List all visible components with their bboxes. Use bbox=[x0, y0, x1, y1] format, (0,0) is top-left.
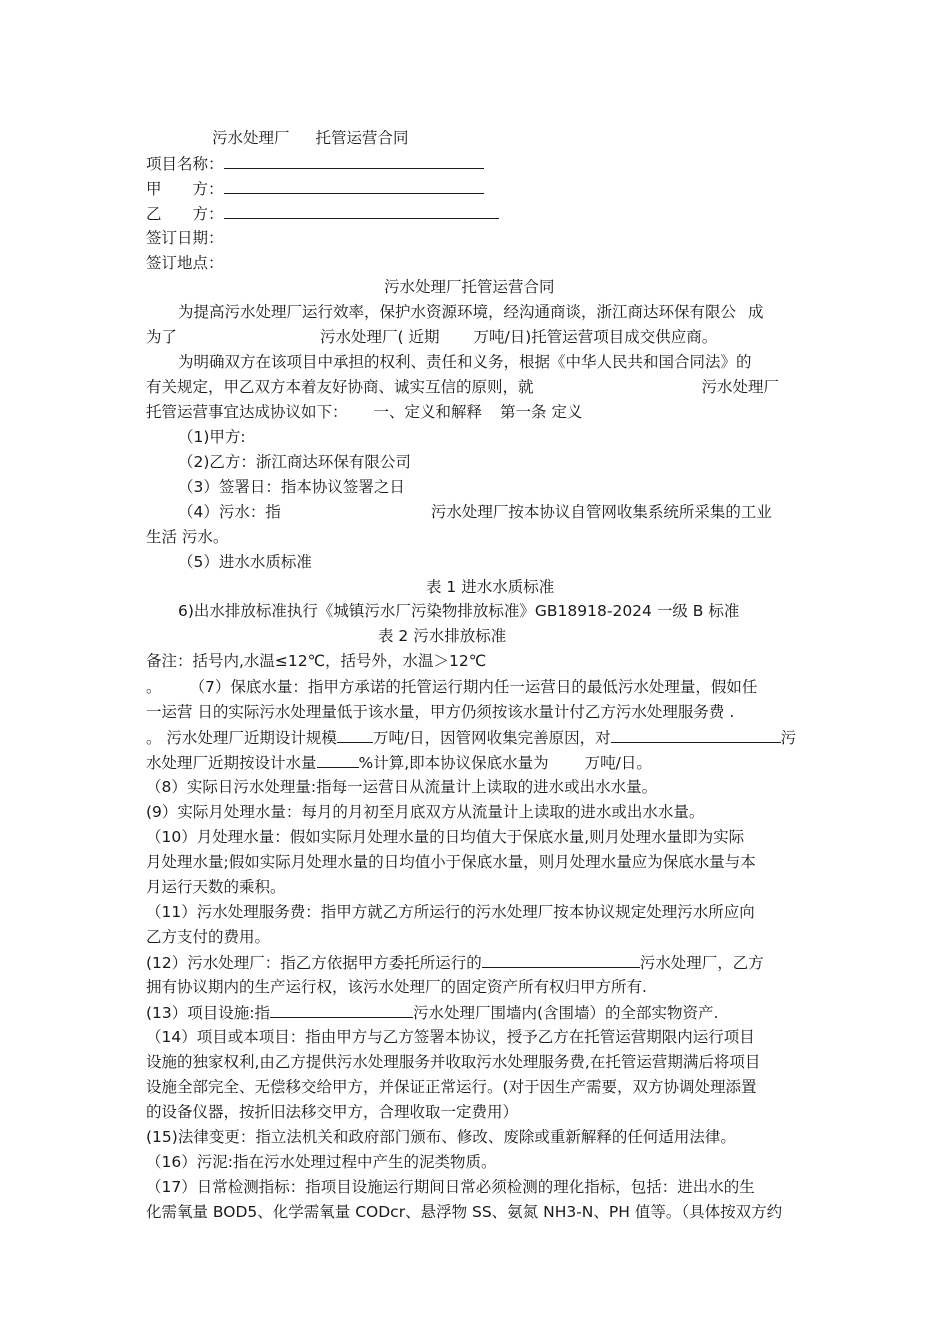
def-8: （8）实际日污水处理量:指每一运营日从流量计上读取的进水或出水水量。 bbox=[146, 778, 658, 796]
def-16: （16）污泥:指在污水处理过程中产生的泥类物质。 bbox=[146, 1153, 497, 1171]
def-7-l4-a: 水处理厂近期按设计水量 bbox=[146, 754, 317, 772]
cover-title-part-b: 托管运营合同 bbox=[315, 129, 409, 147]
table-1-caption: 表 1 进水水质标准 bbox=[426, 578, 555, 596]
party-b-blank bbox=[224, 202, 499, 219]
cover-title-part-a: 污水处理厂 bbox=[212, 129, 290, 147]
def-4-a: （4）污水：指 bbox=[178, 503, 281, 521]
def-10-line2: 月处理水量;假如实际月处理水量的日均值小于保底水量，则月处理水量应为保底水量与本 bbox=[146, 853, 756, 871]
para1-l2-c: 万吨/日)托管运营项目成交供应商。 bbox=[473, 328, 718, 346]
def-7-line4 bbox=[146, 751, 652, 774]
def-13-blank bbox=[270, 1001, 413, 1018]
para2-line1: 为明确双方在该项目中承担的权利、责任和义务，根据《中华人民共和国合同法》的 bbox=[178, 353, 752, 371]
para2-l2-b: 污水处理厂 bbox=[701, 378, 780, 396]
def-14-line1: （14）项目或本项目：指由甲方与乙方签署本协议，授予乙方在托管运营期限内运行项目 bbox=[146, 1028, 755, 1046]
party-a-label: 甲 方： bbox=[146, 180, 224, 198]
def-12-line1 bbox=[146, 951, 764, 974]
def-17-line2: 化需氧量 BOD5、化学需氧量 CODcr、悬浮物 SS、氨氮 NH3-N、PH 值等。（具体按双方约 bbox=[146, 1203, 783, 1221]
def-17-line1: （17）日常检测指标：指项目设施运行期间日常必须检测的理化指标，包括：进出水的生 bbox=[146, 1178, 755, 1196]
para2-line2 bbox=[146, 376, 779, 398]
design-scale-blank bbox=[337, 726, 373, 743]
def-7-l3-c: 污 bbox=[780, 729, 797, 747]
def-11-line1: （11）污水处理服务费：指甲方就乙方所运行的污水处理厂按本协议规定处理污水所应向 bbox=[146, 903, 755, 921]
party-a-blank bbox=[224, 177, 484, 194]
def-12-a: (12）污水处理厂：指乙方依据甲方委托所运行的 bbox=[146, 954, 482, 972]
def-10-line1: （10）月处理水量：假如实际月处理水量的日均值大于保底水量,则月处理水量即为实际 bbox=[146, 828, 745, 846]
section-1-title: 一、定义和解释 bbox=[373, 403, 483, 421]
def-7-line1 bbox=[146, 676, 757, 698]
def-14-line4: 的设备仪器，按折旧法移交甲方，合理收取一定费用） bbox=[146, 1103, 519, 1121]
project-name-blank bbox=[224, 152, 484, 169]
party-a-field bbox=[146, 177, 484, 200]
def-4-line1 bbox=[178, 501, 772, 523]
def-6: 6)出水排放标准执行《城镇污水厂污染物排放标准》GB18918-2024 一级 B 标准 bbox=[178, 602, 740, 620]
contract-heading: 污水处理厂托管运营合同 bbox=[384, 278, 555, 296]
def-13 bbox=[146, 1001, 718, 1024]
table-2-caption: 表 2 污水排放标准 bbox=[378, 627, 507, 645]
def-7-l4-b: %计算,即本协议保底水量为 bbox=[358, 754, 549, 772]
sign-date-label: 签订日期： bbox=[146, 229, 224, 247]
def-1: （1)甲方: bbox=[178, 428, 246, 446]
def-7-l4-c: 万吨/日。 bbox=[584, 754, 652, 772]
para1-line2 bbox=[146, 326, 717, 348]
def-4-line2: 生活 污水。 bbox=[146, 528, 229, 546]
para2-l2-a: 有关规定，甲乙双方本着友好协商、诚实互信的原则，就 bbox=[146, 378, 534, 396]
def-3: （3）签署日：指本协议签署之日 bbox=[178, 478, 405, 496]
remark: 备注：括号内,水温≤12℃，括号外，水温＞12℃ bbox=[146, 652, 487, 670]
para1-l2-b: 污水处理厂( 近期 bbox=[320, 328, 440, 346]
def-7-l3-a: 。 污水处理厂近期设计规模 bbox=[146, 729, 337, 747]
party-b-field bbox=[146, 202, 499, 225]
def-4-b: 污水处理厂按本协议自管网收集系统所采集的工业 bbox=[430, 503, 772, 521]
def-10-line3: 月运行天数的乘积。 bbox=[146, 878, 286, 896]
para2-line3 bbox=[146, 401, 582, 423]
def-14-line2: 设施的独家权利,由乙方提供污水处理服务并收取污水处理服务费,在托管运营期满后将项目 bbox=[146, 1053, 761, 1071]
def-13-b: 污水处理厂围墙内(含围墙）的全部实物资产. bbox=[413, 1004, 719, 1022]
def-12-line2: 拥有协议期内的生产运行权，该污水处理厂的固定资产所有权归甲方所有. bbox=[146, 978, 647, 996]
project-name-label: 项目名称： bbox=[146, 155, 224, 173]
def-15: (15)法律变更：指立法机关和政府部门颁布、修改、废除或重新解释的任何适用法律。 bbox=[146, 1128, 736, 1146]
para2-l3-a: 托管运营事宜达成协议如下： bbox=[146, 403, 348, 421]
def-7-l3-b: 万吨/日，因管网收集完善原因，对 bbox=[372, 729, 611, 747]
plant-name-blank bbox=[611, 726, 781, 743]
def-12-b: 污水处理厂，乙方 bbox=[639, 954, 764, 972]
def-7-line3 bbox=[146, 726, 796, 749]
sign-place-label: 签订地点： bbox=[146, 254, 224, 272]
article-1-title: 第一条 定义 bbox=[500, 403, 583, 421]
def-7-line2: 一运营 日的实际污水处理量低于该水量，甲方仍须按该水量计付乙方污水处理服务费 . bbox=[146, 703, 735, 721]
def-11-line2: 乙方支付的费用。 bbox=[146, 928, 271, 946]
def-2: （2)乙方：浙江商达环保有限公司 bbox=[178, 453, 411, 471]
def-7-dot: 。 bbox=[146, 678, 162, 696]
def-13-a: (13）项目设施:指 bbox=[146, 1004, 270, 1022]
para1-text-b: 成 bbox=[748, 303, 764, 321]
def-5: （5）进水水质标准 bbox=[178, 553, 312, 571]
party-b-label: 乙 方： bbox=[146, 205, 224, 223]
percent-blank bbox=[317, 751, 359, 768]
def-9: (9）实际月处理水量：每月的月初至月底双方从流量计上读取的进水或出水水量。 bbox=[146, 803, 705, 821]
para1-l2-a: 为了 bbox=[146, 328, 178, 346]
para1-line1 bbox=[178, 301, 764, 323]
cover-title bbox=[212, 127, 409, 149]
def-7-text: （7）保底水量：指甲方承诺的托管运行期内任一运营日的最低污水处理量，假如任 bbox=[189, 678, 758, 696]
def-14-line3: 设施全部完全、无偿移交给甲方，并保证正常运行。(对于因生产需要，双方协调处理添置 bbox=[146, 1078, 757, 1096]
project-name-field bbox=[146, 152, 484, 175]
para1-text-a: 为提高污水处理厂运行效率，保护水资源环境，经沟通商谈，浙江商达环保有限公 bbox=[178, 303, 737, 321]
def-12-blank bbox=[482, 951, 640, 968]
